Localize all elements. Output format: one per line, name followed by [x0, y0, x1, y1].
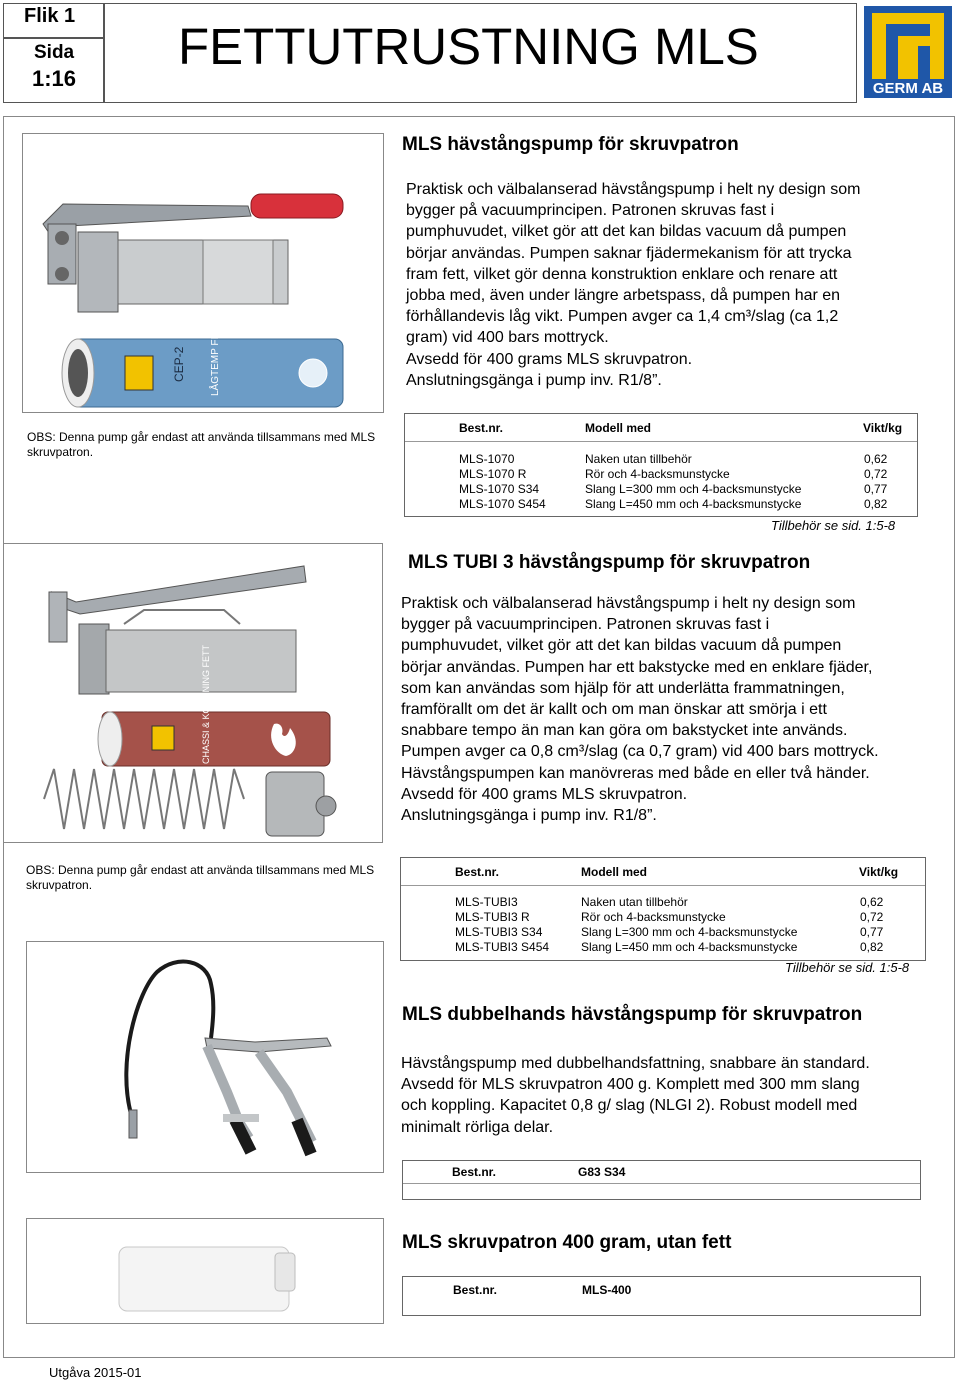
section3-title: MLS dubbelhands hävstångspump för skruvpatron — [402, 1004, 863, 1025]
table-cell: MLS-TUBI3 R — [455, 910, 530, 924]
footer-edition: Utgåva 2015-01 — [49, 1365, 142, 1380]
section1-line: Anslutningsgänga i pump inv. R1/8”. — [406, 371, 662, 389]
table-cell: 0,62 — [860, 895, 884, 909]
table-header-bestnr: Best.nr. — [459, 421, 504, 435]
table-cell: 0,82 — [860, 940, 884, 954]
table-cell: 0,82 — [864, 497, 888, 511]
section2-line: som kan användas som hjälp för att underlätta frammatningen, — [401, 679, 845, 697]
section2-line: Anslutningsgänga i pump inv. R1/8”. — [401, 807, 657, 825]
table-cell: MLS-TUBI3 S34 — [455, 925, 543, 939]
section3-line: Hävstångspump med dubbelhandsfattning, snabbare än standard. — [401, 1055, 870, 1072]
section3-description — [401, 1053, 870, 1138]
table-header-bestnr: Best.nr. — [455, 865, 500, 879]
table-cell: MLS-1070 S34 — [459, 482, 540, 496]
table-cell: Naken utan tillbehör — [585, 452, 692, 466]
table-header-bestnr: Best.nr. — [452, 1165, 497, 1179]
section2-line: snabbare tempo än man kan göra om bakstycket inte används. — [401, 722, 848, 740]
table-cell: Slang L=450 mm och 4-backsmunstycke — [581, 940, 798, 954]
table-cell: Slang L=450 mm och 4-backsmunstycke — [585, 497, 802, 511]
table-header-vikt: Vikt/kg — [863, 421, 903, 435]
table-cell: MLS-1070 — [459, 452, 515, 466]
table-header-divider — [405, 441, 917, 442]
section2-line: Avsedd för 400 grams MLS skruvpatron. — [401, 785, 688, 803]
table-header-value: G83 S34 — [578, 1165, 626, 1179]
section2-tillbehor-note: Tillbehör se sid. 1:5-8 — [785, 960, 910, 975]
table-cell: Slang L=300 mm och 4-backsmunstycke — [581, 925, 798, 939]
section3-table — [402, 1160, 921, 1200]
section2-line: framförallt om det är kallt och om man önskar att smörja i ett — [401, 701, 827, 719]
table-cell: 0,72 — [860, 910, 884, 924]
section1-line: jobba med, även under längre arbetspass, då pumpen har en — [406, 287, 841, 305]
section1-line: pumphuvudet, vilket gör att det kan bildas vacuum då pumpen — [406, 223, 847, 241]
germ-logo — [864, 6, 952, 98]
section2-title: MLS TUBI 3 hävstångspump för skruvpatron — [408, 552, 811, 573]
section1-line: förhållandevis låg vikt. Pumpen avger ca 1,4 cm³/slag (ca 1,2 — [406, 308, 839, 326]
table-cell: MLS-TUBI3 S454 — [455, 940, 550, 954]
section1-tillbehor-note: Tillbehör se sid. 1:5-8 — [771, 518, 896, 533]
flik-label: Flik 1 — [24, 5, 76, 27]
cartridge-label-lagtemp: LÅGTEMP FETT — [210, 320, 221, 396]
table-cell: 0,77 — [864, 482, 888, 496]
table-cell: MLS-1070 R — [459, 467, 527, 481]
section3-line: Avsedd för MLS skruvpatron 400 g. Komplett med 300 mm slang — [401, 1076, 860, 1094]
section3-line: minimalt rörliga delar. — [401, 1118, 554, 1136]
section1-line: bygger på vacuumprincipen. Patronen skruvas fast i — [406, 202, 775, 220]
section1-obs-note: OBS: Denna pump går endast att använda tillsammans med MLS skruvpatron. — [27, 430, 376, 459]
section1-table — [404, 413, 918, 517]
page-title: FETTUTRUSTNING MLS — [178, 18, 759, 75]
section2-table — [400, 857, 926, 961]
table-cell: MLS-1070 S454 — [459, 497, 546, 511]
cartridge-label-cep2: CEP-2 — [172, 346, 186, 382]
table-header-modell: Modell med — [581, 865, 648, 879]
sida-label: Sida — [34, 42, 75, 63]
section1-line: Praktisk och välbalanserad hävstångspump i helt ny design som — [406, 181, 861, 198]
table-header-vikt: Vikt/kg — [859, 865, 899, 879]
table-header-divider — [401, 885, 925, 886]
section1-description — [406, 179, 860, 391]
table-cell: Rör och 4-backsmunstycke — [581, 910, 726, 924]
table-header-modell: Modell med — [585, 421, 652, 435]
section1-line: gram) vid 400 bars mottryck. — [406, 329, 609, 347]
section1-line: fram fett, vilket gör denna konstruktion enklare och renare att — [406, 265, 838, 283]
section3-line: och koppling. Kapacitet 0,8 g/ slag (NLGI 2). Robust modell med — [401, 1097, 858, 1115]
section2-obs-note: OBS: Denna pump går endast att använda tillsammans med MLS skruvpatron. — [26, 863, 375, 892]
table-cell: Slang L=300 mm och 4-backsmunstycke — [585, 482, 802, 496]
section1-line: börjar användas. Pumpen saknar fjädermekanism för att trycka — [406, 244, 852, 262]
product-image-frame-2 — [3, 543, 383, 843]
cartridge-label-chassi: CHASSI & KOGGNING FETT — [201, 644, 211, 764]
section1-title: MLS hävstångspump för skruvpatron — [402, 134, 739, 155]
section1-line: Avsedd för 400 grams MLS skruvpatron. — [406, 350, 693, 368]
section2-description — [401, 593, 879, 826]
table-cell: Naken utan tillbehör — [581, 895, 688, 909]
product-image-frame-3 — [26, 941, 384, 1173]
product-image-frame-1 — [22, 133, 384, 413]
section4-title: MLS skruvpatron 400 gram, utan fett — [402, 1232, 732, 1253]
section2-line: pumphuvudet, vilket gör att det kan bildas vacuum då pumpen — [401, 637, 842, 655]
section2-line: börjar användas. Pumpen har ett bakstycke med en enklare fjäder, — [401, 658, 873, 676]
table-cell: 0,77 — [860, 925, 884, 939]
section4-table — [402, 1276, 921, 1316]
table-header-value: MLS-400 — [582, 1283, 632, 1297]
table-header-divider — [403, 1183, 920, 1184]
sida-value: 1:16 — [32, 66, 77, 91]
table-cell: MLS-TUBI3 — [455, 895, 518, 909]
section2-line: Hävstångspumpen kan manövreras med både en eller två händer. — [401, 764, 870, 782]
table-header-bestnr: Best.nr. — [453, 1283, 498, 1297]
table-cell: 0,72 — [864, 467, 888, 481]
product-image-frame-4 — [26, 1218, 384, 1324]
logo-text: GERM AB — [872, 80, 944, 97]
table-cell: 0,62 — [864, 452, 888, 466]
section2-line: Pumpen avger ca 0,8 cm³/slag (ca 0,7 gram) vid 400 bars mottryck. — [401, 743, 879, 761]
section2-line: bygger på vacuumprincipen. Patronen skruvas fast i — [401, 616, 770, 634]
section2-line: Praktisk och välbalanserad hävstångspump i helt ny design som — [401, 595, 856, 612]
table-cell: Rör och 4-backsmunstycke — [585, 467, 730, 481]
